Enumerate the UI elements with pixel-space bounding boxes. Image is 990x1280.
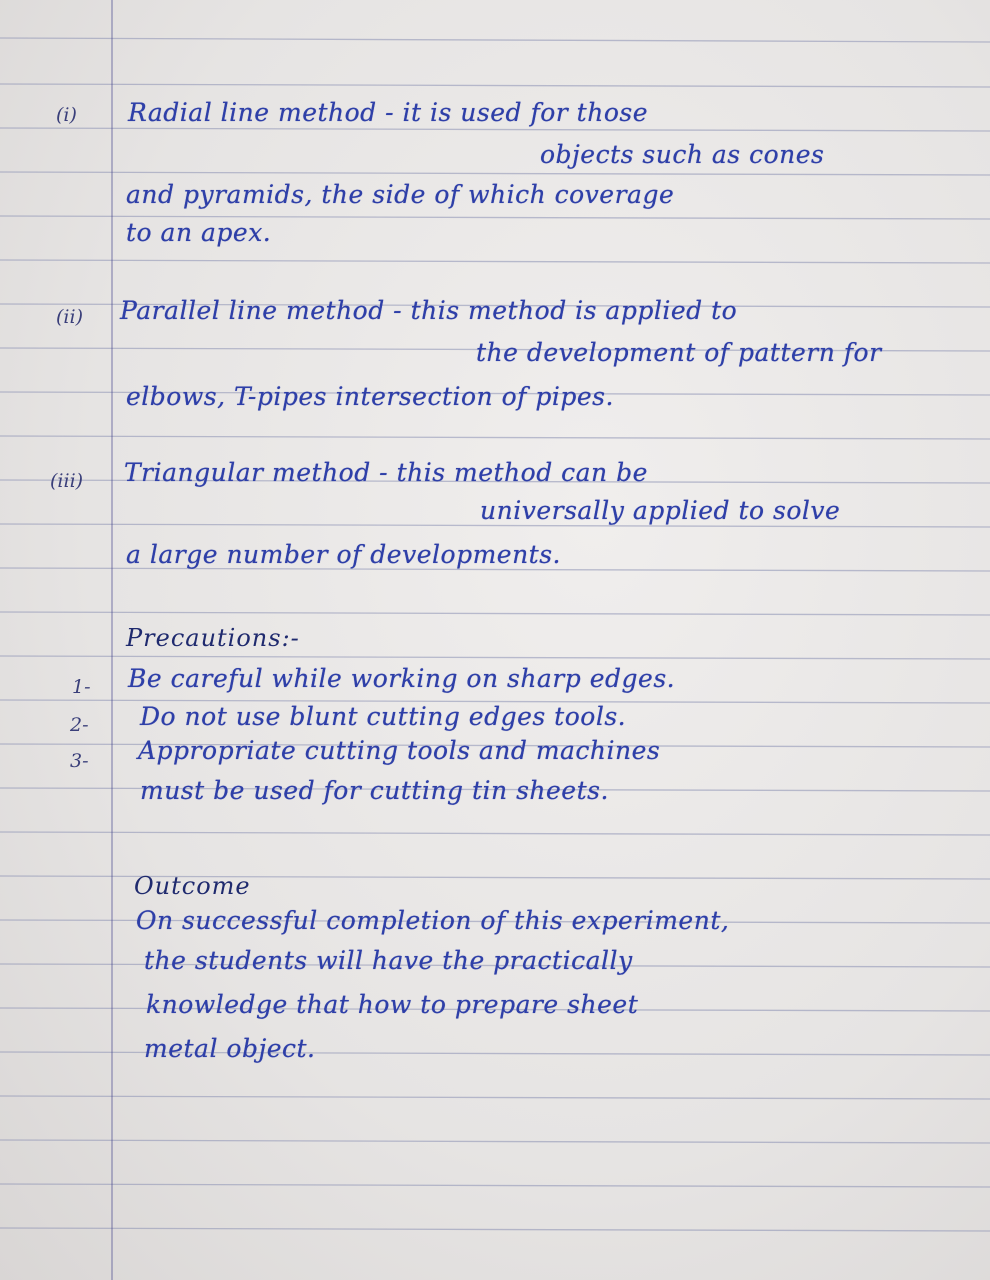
- method-text-line: the development of pattern for: [476, 338, 882, 367]
- method-title-text: Parallel line method -: [120, 296, 411, 325]
- method-text-line: and pyramids, the side of which coverage: [126, 180, 675, 209]
- method-label: (ii): [56, 306, 83, 328]
- method-text-line: elbows, T-pipes intersection of pipes.: [126, 382, 614, 411]
- outcome-text-line: the students will have the practically: [144, 946, 633, 975]
- precaution-text: Appropriate cutting tools and machines: [138, 736, 661, 765]
- method-title: [128, 98, 648, 127]
- precaution-text: Be careful while working on sharp edges.: [128, 664, 676, 693]
- method-title-note: this method can be: [396, 458, 648, 487]
- precaution-number: 1-: [72, 676, 91, 698]
- method-label: (iii): [50, 470, 84, 492]
- method-title-text: Radial line method -: [128, 98, 403, 127]
- precaution-continuation: must be used for cutting tin sheets.: [140, 776, 609, 805]
- method-label: (i): [56, 104, 77, 126]
- precautions-heading: Precautions:-: [126, 624, 300, 652]
- method-title: [120, 296, 737, 325]
- outcome-text-line: knowledge that how to prepare sheet: [146, 990, 639, 1019]
- method-text-line: to an apex.: [126, 218, 272, 247]
- outcome-text-line: metal object.: [144, 1034, 316, 1063]
- precaution-text: Do not use blunt cutting edges tools.: [140, 702, 627, 731]
- method-title: [124, 458, 648, 487]
- outcome-heading: Outcome: [134, 872, 251, 900]
- method-title-note: it is used for those: [402, 98, 648, 127]
- precaution-number: 2-: [70, 714, 89, 736]
- outcome-text-line: On successful completion of this experiment,: [136, 906, 730, 935]
- precaution-number: 3-: [70, 750, 89, 772]
- method-title-note: this method is applied to: [410, 296, 738, 325]
- method-text-line: objects such as cones: [540, 140, 825, 169]
- method-text-line: universally applied to solve: [480, 496, 841, 525]
- method-title-text: Triangular method -: [124, 458, 397, 487]
- margin-line: [111, 0, 113, 1280]
- method-text-line: a large number of developments.: [126, 540, 561, 569]
